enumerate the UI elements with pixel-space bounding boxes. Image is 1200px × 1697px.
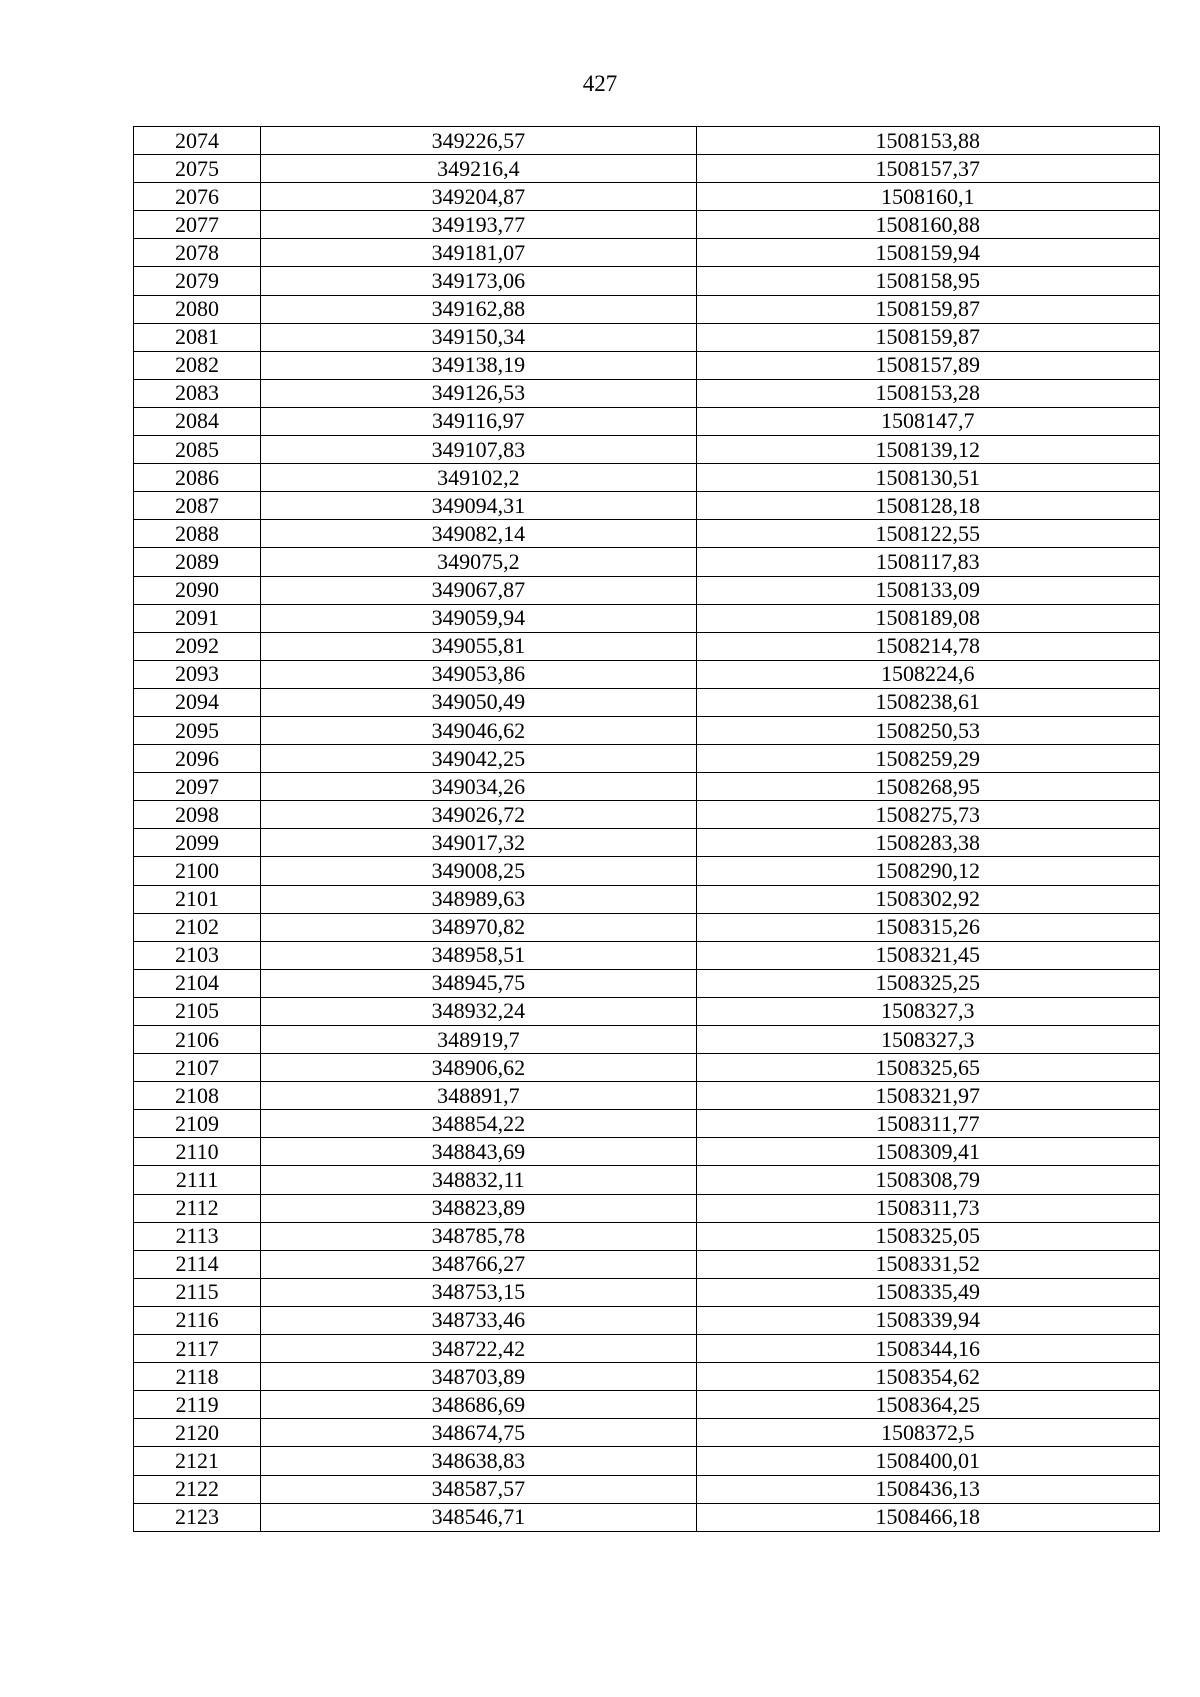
table-row: [134, 1166, 1160, 1194]
x-coordinate-cell: 348823,89: [261, 1194, 696, 1222]
y-coordinate-cell: 1508311,73: [696, 1194, 1159, 1222]
x-coordinate-cell: 349082,14: [261, 520, 696, 548]
point-number-cell: 2110: [134, 1138, 261, 1166]
x-coordinate-cell: 349067,87: [261, 576, 696, 604]
table-row: [134, 1391, 1160, 1419]
x-coordinate-cell: 349193,77: [261, 211, 696, 239]
y-coordinate-cell: 1508189,08: [696, 604, 1159, 632]
point-number-cell: 2079: [134, 267, 261, 295]
point-number-cell: 2105: [134, 997, 261, 1025]
y-coordinate-cell: 1508311,77: [696, 1110, 1159, 1138]
table-row: [134, 1475, 1160, 1503]
x-coordinate-cell: 348906,62: [261, 1054, 696, 1082]
point-number-cell: 2088: [134, 520, 261, 548]
table-row: [134, 1363, 1160, 1391]
point-number-cell: 2116: [134, 1306, 261, 1334]
table-row: [134, 1026, 1160, 1054]
x-coordinate-cell: 349138,19: [261, 351, 696, 379]
y-coordinate-cell: 1508159,94: [696, 239, 1159, 267]
y-coordinate-cell: 1508259,29: [696, 745, 1159, 773]
y-coordinate-cell: 1508325,05: [696, 1222, 1159, 1250]
y-coordinate-cell: 1508335,49: [696, 1278, 1159, 1306]
point-number-cell: 2083: [134, 379, 261, 407]
table-row: [134, 829, 1160, 857]
table-row: [134, 464, 1160, 492]
table-row: [134, 1278, 1160, 1306]
x-coordinate-cell: 349150,34: [261, 323, 696, 351]
y-coordinate-cell: 1508302,92: [696, 885, 1159, 913]
table-row: [134, 1419, 1160, 1447]
point-number-cell: 2100: [134, 857, 261, 885]
x-coordinate-cell: 349226,57: [261, 127, 696, 155]
y-coordinate-cell: 1508268,95: [696, 773, 1159, 801]
point-number-cell: 2102: [134, 913, 261, 941]
point-number-cell: 2123: [134, 1503, 261, 1531]
table-row: [134, 183, 1160, 211]
y-coordinate-cell: 1508214,78: [696, 632, 1159, 660]
table-row: [134, 492, 1160, 520]
x-coordinate-cell: 349126,53: [261, 379, 696, 407]
y-coordinate-cell: 1508147,7: [696, 407, 1159, 435]
point-number-cell: 2103: [134, 941, 261, 969]
point-number-cell: 2090: [134, 576, 261, 604]
table-row: [134, 688, 1160, 716]
x-coordinate-cell: 349008,25: [261, 857, 696, 885]
y-coordinate-cell: 1508159,87: [696, 323, 1159, 351]
point-number-cell: 2082: [134, 351, 261, 379]
table-row: [134, 1335, 1160, 1363]
table-row: [134, 407, 1160, 435]
y-coordinate-cell: 1508327,3: [696, 997, 1159, 1025]
x-coordinate-cell: 349116,97: [261, 407, 696, 435]
y-coordinate-cell: 1508327,3: [696, 1026, 1159, 1054]
x-coordinate-cell: 348843,69: [261, 1138, 696, 1166]
y-coordinate-cell: 1508157,37: [696, 155, 1159, 183]
point-number-cell: 2117: [134, 1335, 261, 1363]
point-number-cell: 2074: [134, 127, 261, 155]
x-coordinate-cell: 348638,83: [261, 1447, 696, 1475]
y-coordinate-cell: 1508309,41: [696, 1138, 1159, 1166]
y-coordinate-cell: 1508275,73: [696, 801, 1159, 829]
table-row: [134, 857, 1160, 885]
table-row: [134, 239, 1160, 267]
page-number: 427: [582, 71, 618, 96]
y-coordinate-cell: 1508130,51: [696, 464, 1159, 492]
point-number-cell: 2121: [134, 1447, 261, 1475]
point-number-cell: 2075: [134, 155, 261, 183]
point-number-cell: 2076: [134, 183, 261, 211]
y-coordinate-cell: 1508153,88: [696, 127, 1159, 155]
point-number-cell: 2120: [134, 1419, 261, 1447]
table-row: [134, 576, 1160, 604]
table-row: [134, 913, 1160, 941]
table-row: [134, 1082, 1160, 1110]
y-coordinate-cell: 1508354,62: [696, 1363, 1159, 1391]
table-row: [134, 997, 1160, 1025]
point-number-cell: 2093: [134, 660, 261, 688]
point-number-cell: 2104: [134, 969, 261, 997]
point-number-cell: 2122: [134, 1475, 261, 1503]
table-row: [134, 1447, 1160, 1475]
point-number-cell: 2091: [134, 604, 261, 632]
table-row: [134, 660, 1160, 688]
x-coordinate-cell: 348945,75: [261, 969, 696, 997]
table-row: [134, 632, 1160, 660]
x-coordinate-cell: 348703,89: [261, 1363, 696, 1391]
y-coordinate-cell: 1508160,1: [696, 183, 1159, 211]
point-number-cell: 2078: [134, 239, 261, 267]
y-coordinate-cell: 1508153,28: [696, 379, 1159, 407]
table-row: [134, 1138, 1160, 1166]
point-number-cell: 2081: [134, 323, 261, 351]
table-row: [134, 323, 1160, 351]
x-coordinate-cell: 349094,31: [261, 492, 696, 520]
table-row: [134, 1503, 1160, 1531]
x-coordinate-cell: 348989,63: [261, 885, 696, 913]
point-number-cell: 2111: [134, 1166, 261, 1194]
y-coordinate-cell: 1508466,18: [696, 1503, 1159, 1531]
table-row: [134, 520, 1160, 548]
y-coordinate-cell: 1508372,5: [696, 1419, 1159, 1447]
point-number-cell: 2108: [134, 1082, 261, 1110]
table-row: [134, 885, 1160, 913]
point-number-cell: 2084: [134, 407, 261, 435]
y-coordinate-cell: 1508224,6: [696, 660, 1159, 688]
coordinates-table-body: [134, 127, 1160, 1532]
y-coordinate-cell: 1508250,53: [696, 716, 1159, 744]
x-coordinate-cell: 348891,7: [261, 1082, 696, 1110]
x-coordinate-cell: 348785,78: [261, 1222, 696, 1250]
x-coordinate-cell: 349162,88: [261, 295, 696, 323]
point-number-cell: 2109: [134, 1110, 261, 1138]
table-row: [134, 267, 1160, 295]
point-number-cell: 2089: [134, 548, 261, 576]
x-coordinate-cell: 349034,26: [261, 773, 696, 801]
point-number-cell: 2095: [134, 716, 261, 744]
y-coordinate-cell: 1508364,25: [696, 1391, 1159, 1419]
point-number-cell: 2087: [134, 492, 261, 520]
table-row: [134, 351, 1160, 379]
point-number-cell: 2096: [134, 745, 261, 773]
table-row: [134, 436, 1160, 464]
x-coordinate-cell: 348970,82: [261, 913, 696, 941]
y-coordinate-cell: 1508158,95: [696, 267, 1159, 295]
y-coordinate-cell: 1508139,12: [696, 436, 1159, 464]
x-coordinate-cell: 349026,72: [261, 801, 696, 829]
y-coordinate-cell: 1508159,87: [696, 295, 1159, 323]
table-row: [134, 773, 1160, 801]
table-row: [134, 745, 1160, 773]
x-coordinate-cell: 349204,87: [261, 183, 696, 211]
point-number-cell: 2106: [134, 1026, 261, 1054]
point-number-cell: 2115: [134, 1278, 261, 1306]
y-coordinate-cell: 1508283,38: [696, 829, 1159, 857]
y-coordinate-cell: 1508315,26: [696, 913, 1159, 941]
table-row: [134, 801, 1160, 829]
point-number-cell: 2085: [134, 436, 261, 464]
y-coordinate-cell: 1508238,61: [696, 688, 1159, 716]
point-number-cell: 2119: [134, 1391, 261, 1419]
point-number-cell: 2107: [134, 1054, 261, 1082]
point-number-cell: 2098: [134, 801, 261, 829]
y-coordinate-cell: 1508160,88: [696, 211, 1159, 239]
y-coordinate-cell: 1508321,45: [696, 941, 1159, 969]
y-coordinate-cell: 1508122,55: [696, 520, 1159, 548]
x-coordinate-cell: 348766,27: [261, 1250, 696, 1278]
point-number-cell: 2077: [134, 211, 261, 239]
table-row: [134, 211, 1160, 239]
x-coordinate-cell: 348546,71: [261, 1503, 696, 1531]
y-coordinate-cell: 1508133,09: [696, 576, 1159, 604]
x-coordinate-cell: 349059,94: [261, 604, 696, 632]
point-number-cell: 2114: [134, 1250, 261, 1278]
table-row: [134, 1054, 1160, 1082]
y-coordinate-cell: 1508325,25: [696, 969, 1159, 997]
point-number-cell: 2086: [134, 464, 261, 492]
point-number-cell: 2101: [134, 885, 261, 913]
point-number-cell: 2097: [134, 773, 261, 801]
x-coordinate-cell: 348919,7: [261, 1026, 696, 1054]
x-coordinate-cell: 349055,81: [261, 632, 696, 660]
y-coordinate-cell: 1508128,18: [696, 492, 1159, 520]
point-number-cell: 2113: [134, 1222, 261, 1250]
x-coordinate-cell: 348958,51: [261, 941, 696, 969]
x-coordinate-cell: 349042,25: [261, 745, 696, 773]
y-coordinate-cell: 1508331,52: [696, 1250, 1159, 1278]
x-coordinate-cell: 349173,06: [261, 267, 696, 295]
x-coordinate-cell: 349050,49: [261, 688, 696, 716]
x-coordinate-cell: 348854,22: [261, 1110, 696, 1138]
y-coordinate-cell: 1508308,79: [696, 1166, 1159, 1194]
table-row: [134, 1110, 1160, 1138]
table-row: [134, 295, 1160, 323]
y-coordinate-cell: 1508325,65: [696, 1054, 1159, 1082]
point-number-cell: 2094: [134, 688, 261, 716]
y-coordinate-cell: 1508157,89: [696, 351, 1159, 379]
table-row: [134, 1250, 1160, 1278]
x-coordinate-cell: 349075,2: [261, 548, 696, 576]
x-coordinate-cell: 348722,42: [261, 1335, 696, 1363]
point-number-cell: 2080: [134, 295, 261, 323]
y-coordinate-cell: 1508290,12: [696, 857, 1159, 885]
point-number-cell: 2099: [134, 829, 261, 857]
table-row: [134, 941, 1160, 969]
x-coordinate-cell: 349216,4: [261, 155, 696, 183]
x-coordinate-cell: 349181,07: [261, 239, 696, 267]
x-coordinate-cell: 349053,86: [261, 660, 696, 688]
coordinates-table: [133, 126, 1160, 1532]
table-row: [134, 127, 1160, 155]
table-row: [134, 1306, 1160, 1334]
x-coordinate-cell: 348753,15: [261, 1278, 696, 1306]
y-coordinate-cell: 1508344,16: [696, 1335, 1159, 1363]
point-number-cell: 2112: [134, 1194, 261, 1222]
x-coordinate-cell: 349102,2: [261, 464, 696, 492]
x-coordinate-cell: 348832,11: [261, 1166, 696, 1194]
table-row: [134, 1222, 1160, 1250]
table-row: [134, 604, 1160, 632]
point-number-cell: 2118: [134, 1363, 261, 1391]
table-row: [134, 379, 1160, 407]
y-coordinate-cell: 1508339,94: [696, 1306, 1159, 1334]
table-row: [134, 969, 1160, 997]
table-row: [134, 716, 1160, 744]
x-coordinate-cell: 348587,57: [261, 1475, 696, 1503]
x-coordinate-cell: 349107,83: [261, 436, 696, 464]
y-coordinate-cell: 1508436,13: [696, 1475, 1159, 1503]
x-coordinate-cell: 348733,46: [261, 1306, 696, 1334]
y-coordinate-cell: 1508117,83: [696, 548, 1159, 576]
x-coordinate-cell: 348686,69: [261, 1391, 696, 1419]
x-coordinate-cell: 349046,62: [261, 716, 696, 744]
x-coordinate-cell: 349017,32: [261, 829, 696, 857]
y-coordinate-cell: 1508321,97: [696, 1082, 1159, 1110]
table-row: [134, 1194, 1160, 1222]
point-number-cell: 2092: [134, 632, 261, 660]
x-coordinate-cell: 348674,75: [261, 1419, 696, 1447]
table-row: [134, 155, 1160, 183]
y-coordinate-cell: 1508400,01: [696, 1447, 1159, 1475]
x-coordinate-cell: 348932,24: [261, 997, 696, 1025]
table-row: [134, 548, 1160, 576]
